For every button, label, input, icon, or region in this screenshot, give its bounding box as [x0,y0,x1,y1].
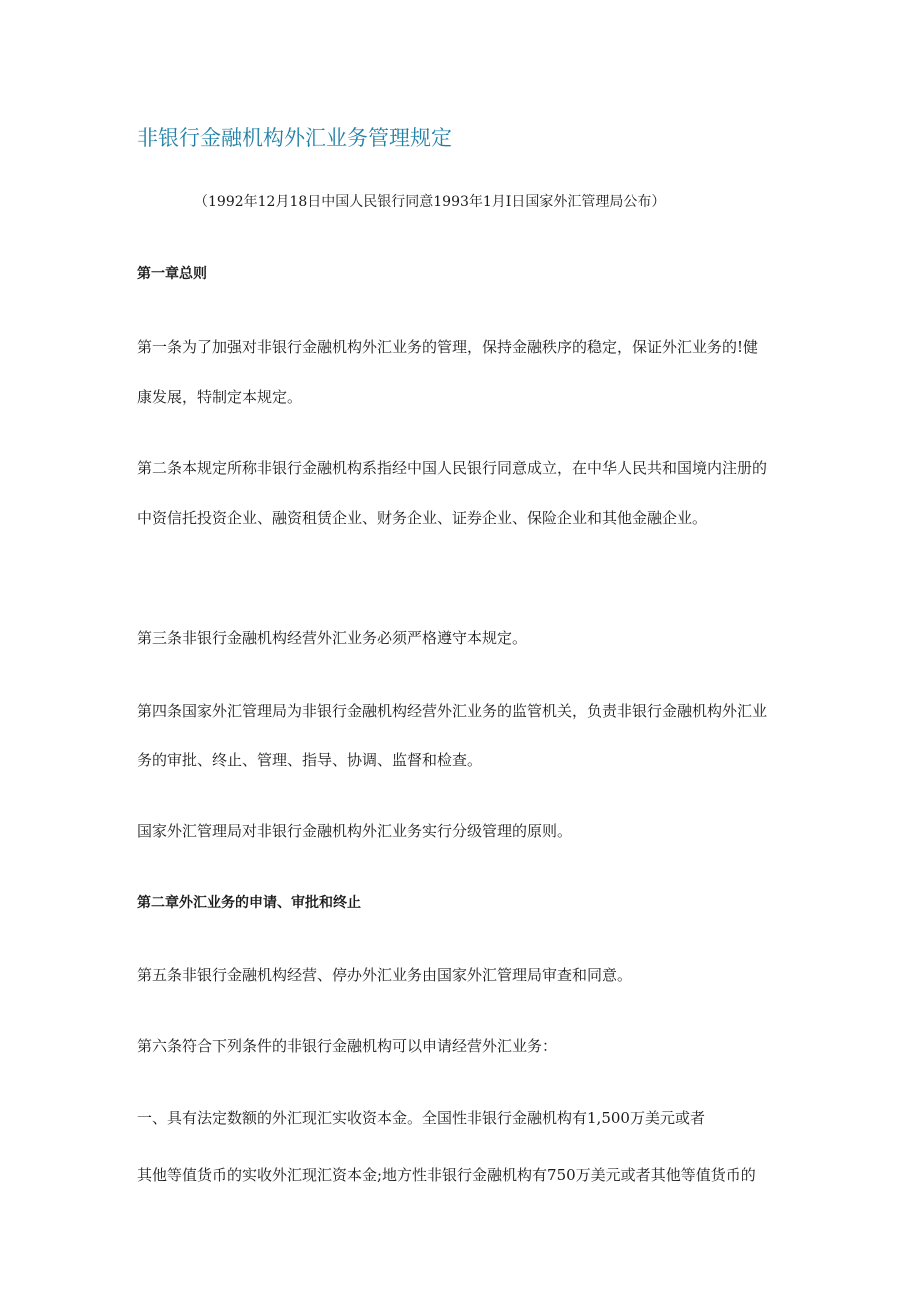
article-4-line-1: 第四条国家外汇管理局为非银行金融机构经营外汇业务的监管机关，负责非银行金融机构外汇业 [137,702,768,720]
article-4-paragraph-2: 国家外汇管理局对非银行金融机构外汇业务实行分级管理的原则。 [137,822,573,840]
document-subtitle: （1992年12月18日中国人民银行同意1993年1月I日国家外汇管理局公布） [194,194,666,210]
article-6: 第六条符合下列条件的非银行金融机构可以申请经营外汇业务： [137,1037,558,1055]
article-5: 第五条非银行金融机构经营、停办外汇业务由国家外汇管理局审查和同意。 [137,966,633,984]
document-title: 非银行金融机构外汇业务管理规定 [137,126,452,150]
chapter-2-heading: 第二章外汇业务的申请、审批和终止 [137,895,361,911]
article-3: 第三条非银行金融机构经营外汇业务必须严格遵守本规定。 [137,629,528,647]
chapter-1-heading: 第一章总则 [137,266,207,282]
article-2-line-2: 中资信托投资企业、融资租赁企业、财务企业、证券企业、保险企业和其他金融企业。 [137,509,708,527]
article-1-line-1: 第一条为了加强对非银行金融机构外汇业务的管理，保持金融秩序的稳定，保证外汇业务的!健 [137,338,759,356]
article-1-line-2: 康发展，特制定本规定。 [137,388,303,406]
article-2-line-1: 第二条本规定所称非银行金融机构系指经中国人民银行同意成立，在中华人民共和国境内注册的 [137,459,768,477]
article-6-item-1-line-1: 一、具有法定数额的外汇现汇实收资本金。全国性非银行金融机构有1,500万美元或者 [137,1109,705,1127]
article-6-item-1-line-2: 其他等值货币的实收外汇现汇资本金;地方性非银行金融机构有750万美元或者其他等值货币的 [137,1166,756,1184]
article-4-line-2: 务的审批、终止、管理、指导、协调、监督和检查。 [137,751,483,769]
